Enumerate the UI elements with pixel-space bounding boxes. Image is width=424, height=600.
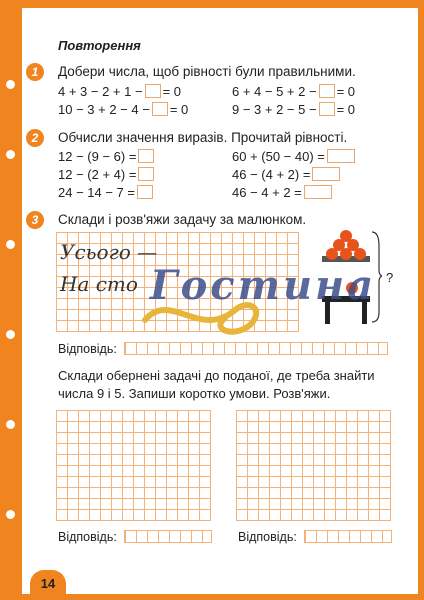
- task-1-equation: 9 − 3 + 2 − 5 − = 0: [232, 102, 356, 117]
- answer-box[interactable]: [312, 167, 340, 181]
- question-mark: ?: [386, 270, 394, 285]
- answer-box[interactable]: [319, 84, 335, 98]
- task-1-instruction: Добери числа, щоб рівності були правильними.: [58, 64, 356, 79]
- task-3-badge: 3: [26, 211, 44, 229]
- answer-label-left: Відповідь:: [58, 530, 117, 544]
- task-2-expression: 12 − (9 − 6) =: [58, 149, 156, 164]
- watermark-swirl-icon: [140, 290, 270, 340]
- answer-box[interactable]: [138, 149, 154, 163]
- answer-field[interactable]: [124, 342, 388, 355]
- task-2-expression: 46 − (4 + 2) =: [232, 167, 342, 182]
- answer-box[interactable]: [138, 167, 154, 181]
- writing-grid-right[interactable]: [236, 410, 391, 521]
- answer-label: Відповідь:: [58, 342, 117, 356]
- task-3-instruction: Склади і розв'яжи задачу за малюнком.: [58, 212, 307, 227]
- orange-icon: [354, 248, 366, 260]
- answer-field-right[interactable]: [304, 530, 392, 543]
- writing-grid-left[interactable]: [56, 410, 211, 521]
- task-2-badge: 2: [26, 129, 44, 147]
- answer-box[interactable]: [319, 102, 335, 116]
- task-1-equation: 4 + 3 − 2 + 1 − = 0: [58, 84, 182, 99]
- handwriting-line-2: На сто: [60, 272, 138, 296]
- inverse-instruction-line-2: числа 9 і 5. Запиши коротко умови. Розв'яжи.: [58, 386, 331, 401]
- task-2-instruction: Обчисли значення виразів. Прочитай рівності.: [58, 130, 348, 145]
- watermark: Гостина: [150, 262, 377, 309]
- section-title: Повторення: [58, 38, 141, 53]
- orange-icon: [340, 248, 352, 260]
- task-2-expression: 60 + (50 − 40) =: [232, 149, 357, 164]
- answer-box[interactable]: [304, 185, 332, 199]
- answer-box[interactable]: [152, 102, 168, 116]
- answer-label-right: Відповідь:: [238, 530, 297, 544]
- orange-icon: [326, 248, 338, 260]
- inverse-instruction-line-1: Склади обернені задачі до поданої, де треба знайти: [58, 368, 375, 383]
- answer-box[interactable]: [137, 185, 153, 199]
- answer-box[interactable]: [145, 84, 161, 98]
- answer-field-left[interactable]: [124, 530, 212, 543]
- task-2-expression: 46 − 4 + 2 =: [232, 185, 334, 200]
- task-1-equation: 10 − 3 + 2 − 4 − = 0: [58, 102, 189, 117]
- page-number: 14: [30, 570, 66, 596]
- task-2-expression: 24 − 14 − 7 =: [58, 185, 155, 200]
- task-2-expression: 12 − (2 + 4) =: [58, 167, 156, 182]
- task-1-badge: 1: [26, 63, 44, 81]
- answer-box[interactable]: [327, 149, 355, 163]
- handwriting-line-1: Усього —: [60, 240, 158, 264]
- task-1-equation: 6 + 4 − 5 + 2 − = 0: [232, 84, 356, 99]
